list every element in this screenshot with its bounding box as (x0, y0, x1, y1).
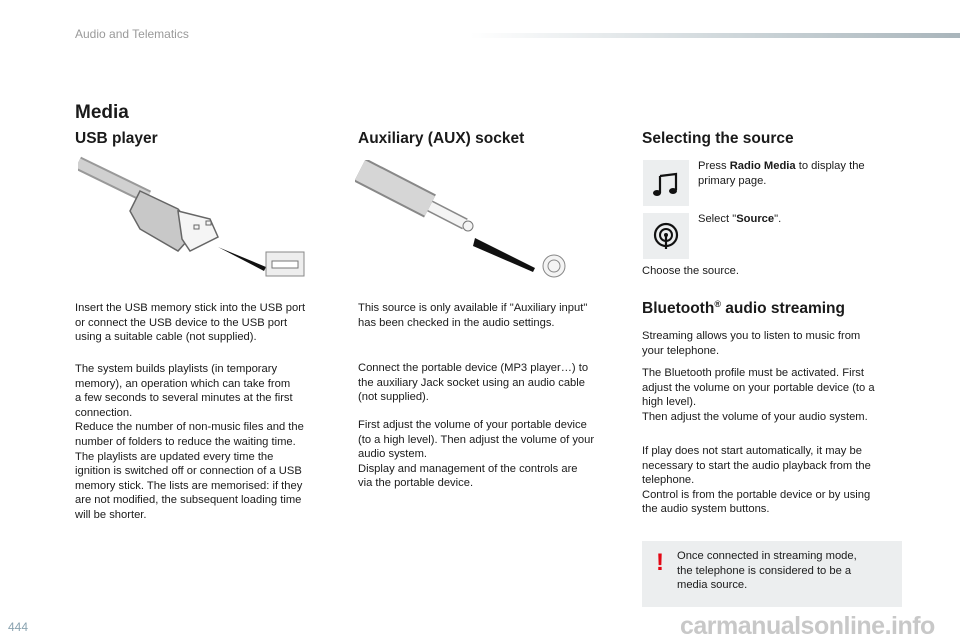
source-step-2 (698, 212, 781, 227)
section-header: Audio and Telematics (75, 27, 189, 41)
radio-media-button (643, 160, 689, 206)
header-bar (470, 33, 960, 38)
aux-paragraph-2: Connect the portable device (MP3 player…) to the auxiliary Jack socket using an audio cable (not supplied). (358, 362, 589, 404)
usb-plug-illustration (78, 155, 310, 280)
bluetooth-paragraph-3: If play does not start automatically, it may be necessary to start the audio playback from the telephone. Control is from the portable device or by using the audio system buttons. (642, 445, 871, 516)
bluetooth-paragraph-2: The Bluetooth profile must be activated. First adjust the volume on your portable device (to a high level). Then adjust the volume of your audio system. (642, 367, 875, 423)
source-broadcast-icon (643, 213, 689, 259)
warning-icon: ! (656, 549, 664, 576)
source-label: Source (736, 213, 775, 225)
aux-jack-illustration (355, 160, 575, 280)
step1-text-end: to display the primary page. (698, 160, 865, 187)
source-step-1 (698, 159, 865, 188)
usb-heading: USB player (75, 130, 158, 147)
radio-media-label: Radio Media (729, 160, 796, 172)
source-button (643, 213, 689, 259)
bluetooth-heading-rest: audio streaming (720, 300, 845, 318)
usb-paragraph-1: Insert the USB memory stick into the USB port or connect the USB device to the USB port using a suitable cable (not supplied). (75, 302, 306, 344)
page-title: Media (75, 102, 129, 123)
bluetooth-heading (642, 299, 845, 318)
source-heading: Selecting the source (642, 130, 794, 147)
source-step-3: Choose the source. (642, 265, 740, 277)
step2-text: Select " (698, 213, 737, 225)
aux-paragraph-1: This source is only available if "Auxiliary input" has been checked in the audio settings. (358, 302, 588, 329)
page-number: 444 (8, 620, 29, 634)
note-text: Once connected in streaming mode, the telephone is considered to be a media source. (677, 550, 857, 592)
bluetooth-heading-text: Bluetooth (642, 300, 715, 318)
registered-mark: ® (714, 299, 721, 309)
bluetooth-paragraph-1: Streaming allows you to listen to music from your telephone. (642, 330, 861, 357)
aux-paragraph-3: First adjust the volume of your portable device (to a high level). Then adjust the volume of your audio system. Display and management of the controls are via the portable device. (358, 419, 595, 490)
aux-heading: Auxiliary (AUX) socket (358, 130, 525, 147)
watermark: carmanualsonline.info (680, 612, 935, 640)
music-note-icon (643, 160, 689, 206)
step1-text: Press (698, 160, 730, 172)
step2-text-end: ". (774, 213, 782, 225)
usb-paragraph-2: The system builds playlists (in temporary memory), an operation which can take from a few seconds to several minutes at the first connection. Reduce the number of non-music files and the number of folders to reduce the waiting time. The playlists are updated every time the ignition is switched off or connection of a USB memory stick. The lists are memorised: if they are not modified, the subsequent loading time will be shorter. (75, 363, 304, 521)
